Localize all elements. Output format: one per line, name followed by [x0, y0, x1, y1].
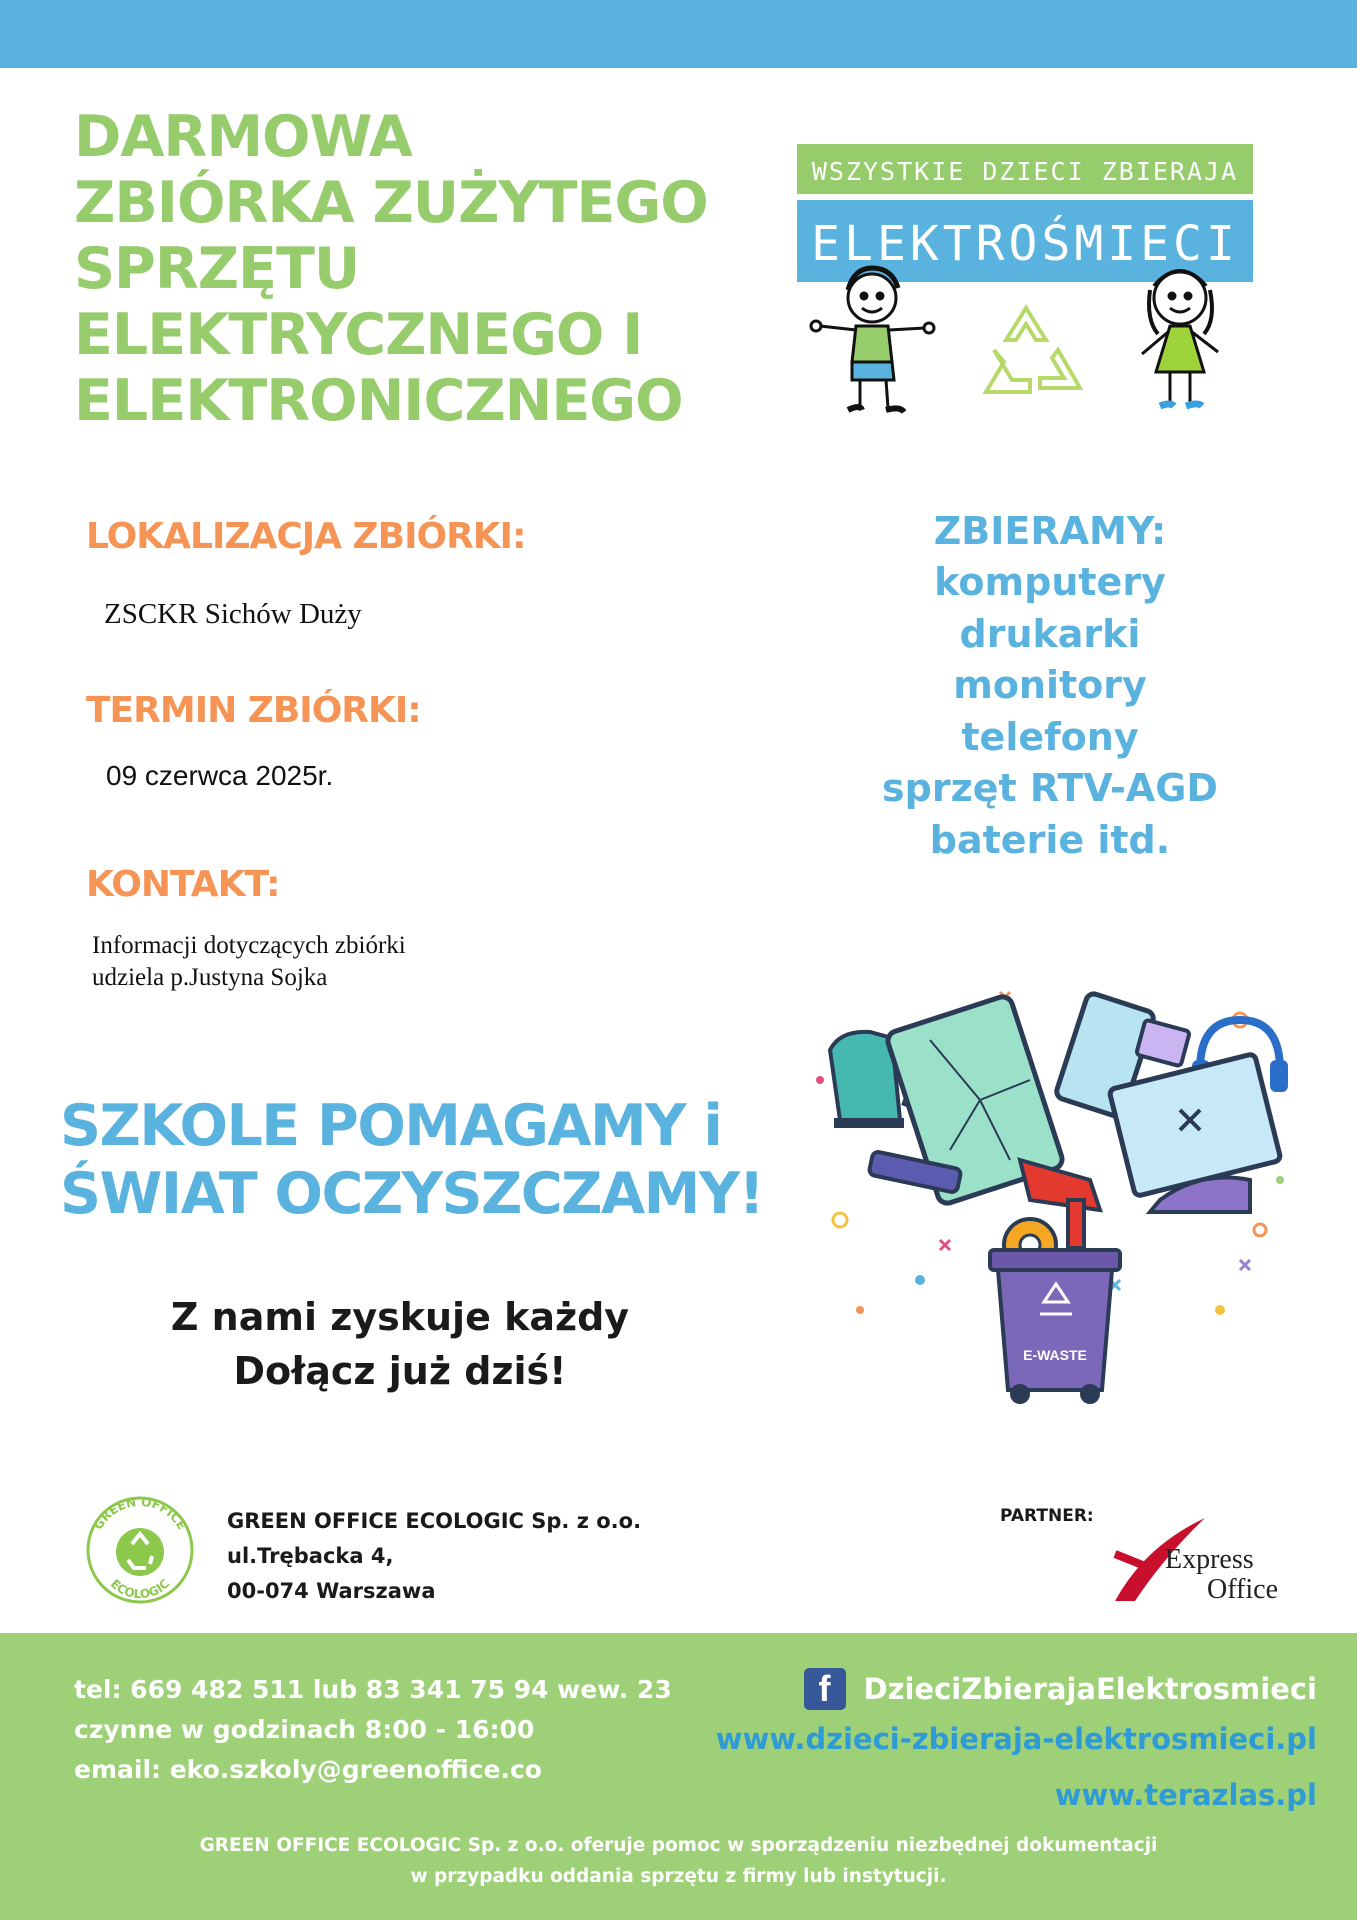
collect-item: komputery — [934, 560, 1166, 604]
e-waste-bin-icon — [990, 1250, 1120, 1404]
date-label: TERMIN ZBIÓRKI: — [86, 690, 421, 731]
facebook-name: DzieciZbierajaElektrosmieci — [863, 1672, 1317, 1706]
partner-logo-line2: Office — [1207, 1574, 1278, 1605]
bin-label: E-WASTE — [1023, 1347, 1087, 1363]
headline-line: DARMOWA — [74, 104, 412, 170]
cta-line: Z nami zyskuje każdy — [170, 1295, 630, 1339]
green-office-logo — [80, 1490, 200, 1610]
headline-line: ELEKTRONICZNEGO — [74, 368, 683, 434]
smartphone-icon — [1136, 1020, 1190, 1067]
girl-drawing-icon — [1142, 271, 1218, 406]
logo-bottom-text: ECOLOGIC — [107, 1576, 173, 1602]
partner-logo-line1: Express — [1165, 1544, 1254, 1575]
disclaimer-line: w przypadku oddania sprzętu z firmy lub instytucji. — [410, 1866, 947, 1887]
slogan-line: ŚWIAT OCZYSZCZAMY! — [60, 1161, 764, 1227]
top-bar — [0, 0, 1357, 68]
collect-item: drukarki — [959, 611, 1141, 656]
date-value: 09 czerwca 2025r. — [106, 760, 334, 791]
elektrosmieci-badge — [790, 140, 1260, 430]
contact-line: Informacji dotyczących zbiórki — [92, 932, 406, 959]
badge-main-text: ELEKTROŚMIECI — [811, 216, 1239, 272]
collect-item: monitory — [953, 663, 1147, 707]
headline-line: ELEKTRYCZNEGO I — [74, 302, 643, 368]
website-link-1[interactable]: www.dzieci-zbieraja-elektrosmieci.pl — [715, 1722, 1317, 1756]
collect-list — [820, 557, 1280, 866]
collect-item: sprzęt RTV-AGD — [882, 766, 1218, 810]
headline-line: SPRZĘTU — [74, 236, 360, 302]
headline — [74, 104, 754, 434]
company-name: GREEN OFFICE ECOLOGIC Sp. z o.o. — [227, 1509, 642, 1533]
disclaimer-line: GREEN OFFICE ECOLOGIC Sp. z o.o. oferuje pomoc w sporządzeniu niezbędnej dokumentacji — [199, 1835, 1158, 1856]
location-value: ZSCKR Sichów Duży — [104, 598, 362, 630]
call-to-action — [120, 1290, 680, 1398]
location-label: LOKALIZACJA ZBIÓRKI: — [86, 516, 526, 557]
collect-item: telefony — [961, 714, 1139, 759]
contact-text — [92, 930, 406, 994]
cta-line: Dołącz już dziś! — [233, 1349, 567, 1393]
partner-label: PARTNER: — [1000, 1506, 1094, 1526]
facebook-icon: f — [804, 1668, 846, 1710]
slogan — [60, 1092, 820, 1228]
company-street: ul.Trębacka 4, — [227, 1544, 394, 1568]
collect-title: ZBIERAMY: — [933, 509, 1167, 553]
footer-hours: czynne w godzinach 8:00 - 16:00 — [74, 1715, 535, 1744]
website-link-2[interactable]: www.terazlas.pl — [1054, 1778, 1317, 1812]
contact-label: KONTAKT: — [86, 864, 280, 905]
footer-email[interactable]: email: eko.szkoly@greenoffice.co — [74, 1755, 542, 1784]
e-waste-illustration — [800, 980, 1300, 1410]
company-address — [227, 1504, 641, 1609]
company-city: 00-074 Warszawa — [227, 1579, 436, 1603]
badge-top-text: WSZYSTKIE DZIECI ZBIERAJA — [811, 157, 1239, 186]
slogan-line: SZKOLE POMAGAMY i — [60, 1093, 722, 1159]
footer-phone[interactable]: tel: 669 482 511 lub 83 341 75 94 wew. 23 — [74, 1675, 672, 1704]
logo-top-text: GREEN OFFICE — [91, 1494, 190, 1533]
collect-item: baterie itd. — [929, 817, 1171, 862]
recycle-icon — [986, 308, 1080, 392]
contact-line: udziela p.Justyna Sojka — [92, 964, 328, 991]
express-office-logo — [1105, 1506, 1305, 1606]
footer-contact — [74, 1670, 672, 1790]
footer-disclaimer — [0, 1830, 1357, 1892]
headline-line: ZBIÓRKA ZUŻYTEGO — [74, 170, 708, 236]
boy-drawing-icon — [811, 268, 934, 412]
facebook-link[interactable] — [804, 1668, 1317, 1710]
